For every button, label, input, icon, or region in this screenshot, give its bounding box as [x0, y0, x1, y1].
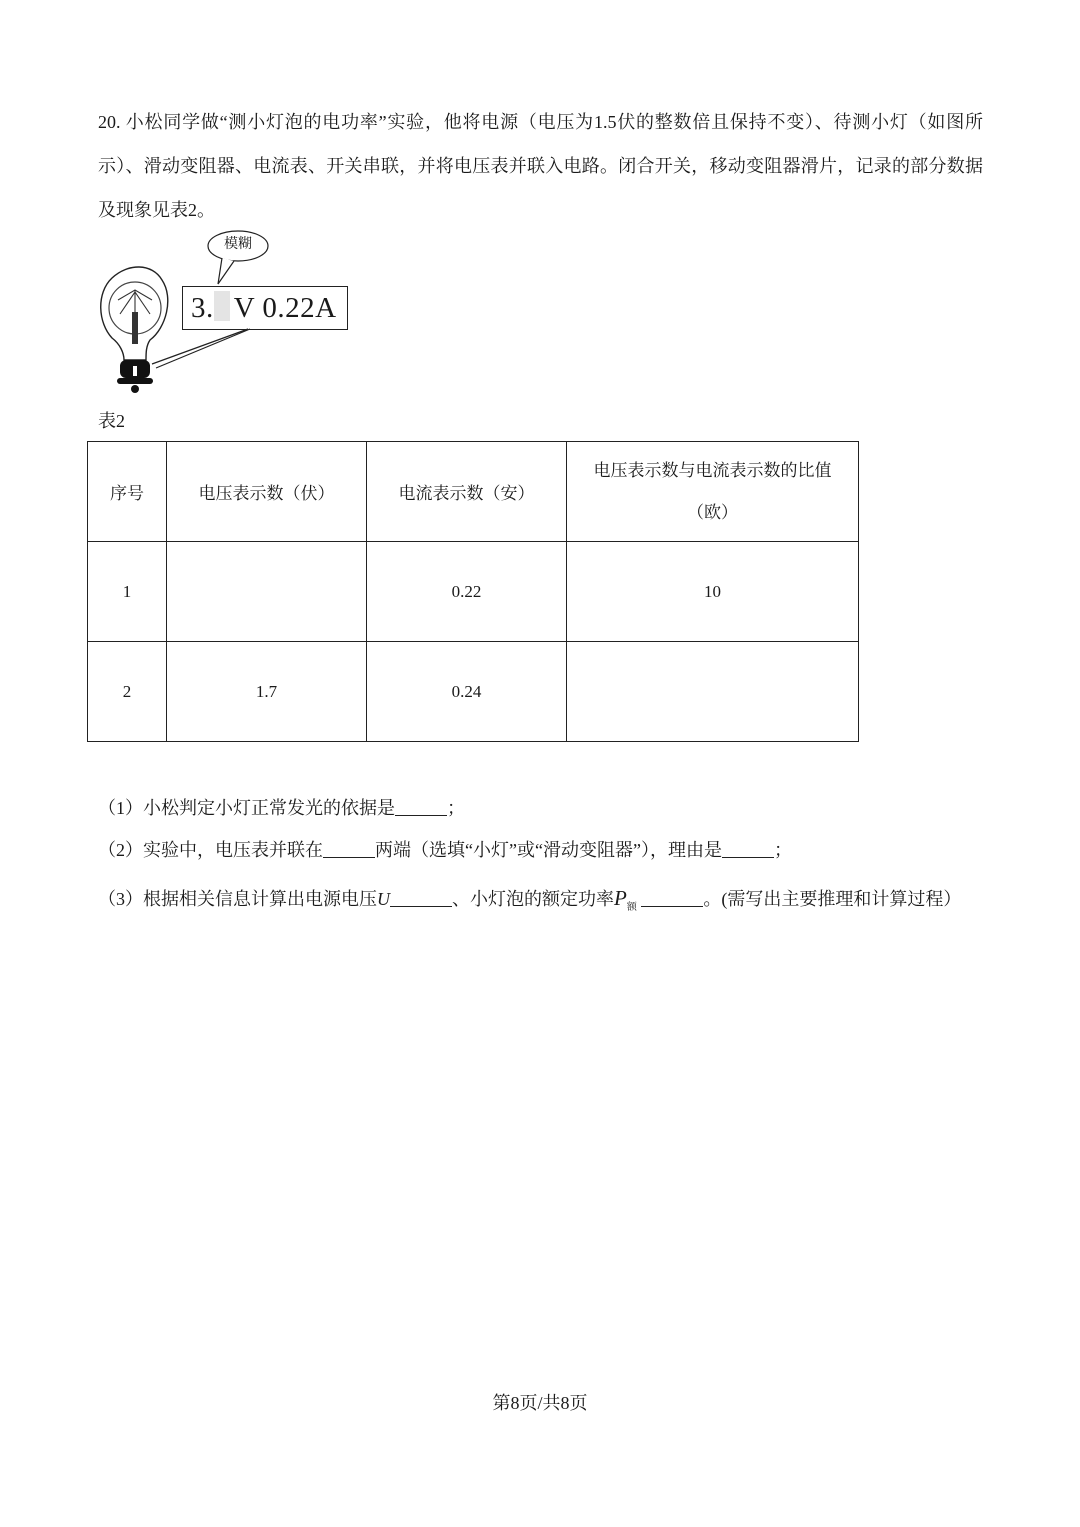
sub-question-1 [98, 786, 983, 830]
q2-text-a: （2）实验中，电压表并联在 [98, 840, 323, 860]
answer-blank[interactable] [722, 839, 774, 858]
bubble-label: 模糊 [224, 237, 252, 252]
table-header-row [88, 442, 859, 542]
table-row [88, 642, 859, 742]
q1-end: ； [447, 798, 465, 818]
rating-prefix: 3. [191, 292, 214, 324]
q2-text-b: 两端（选填“小灯”或“滑动变阻器”），理由是 [375, 840, 722, 860]
bulb-rating-label [182, 286, 348, 330]
answer-blank[interactable] [390, 888, 452, 907]
var-u: U [377, 889, 390, 909]
cell-index: 1 [88, 542, 167, 642]
header-ratio: 电压表示数与电流表示数的比值（欧） [567, 442, 859, 542]
cell-index: 2 [88, 642, 167, 742]
answer-blank[interactable] [641, 888, 703, 907]
data-table [87, 441, 859, 742]
var-p [614, 886, 637, 914]
cell-ratio: 10 [567, 542, 859, 642]
rating-suffix: V 0.22A [233, 292, 337, 324]
q2-end: ； [773, 840, 792, 860]
q3-text-a: （3）根据相关信息计算出电源电压 [98, 889, 377, 909]
header-voltage: 电压表示数（伏） [167, 442, 367, 542]
cell-current: 0.22 [367, 542, 567, 642]
leader-line [152, 329, 248, 364]
header-index: 序号 [88, 442, 167, 542]
q3-text-c: 。(需写出主要推理和计算过程） [703, 889, 962, 909]
cell-current: 0.24 [367, 642, 567, 742]
question-intro: 20. 小松同学做“测小灯泡的电功率”实验，他将电源（电压为1.5伏的整数倍且保持不变）、待测小灯（如图所示）、滑动变阻器、电流表、开关串联，并将电压表并联入电路。闭合开关，移动变阻器滑片，记录的部分数据及现象见表2。 [98, 112, 983, 220]
page-footer: 第8页/共8页 [492, 1393, 588, 1413]
q1-text: （1）小松判定小灯正常发光的依据是 [98, 798, 395, 818]
table-row [88, 542, 859, 642]
answer-blank[interactable] [395, 797, 447, 816]
header-current: 电流表示数（安） [367, 442, 567, 542]
cell-ratio [567, 642, 859, 742]
var-p-letter: P [614, 886, 627, 910]
answer-blank[interactable] [323, 839, 375, 858]
q3-text-b: 、小灯泡的额定功率 [452, 889, 614, 909]
blurred-digit [214, 291, 230, 321]
var-p-sub: 额 [626, 902, 637, 914]
sub-question-3 [98, 876, 983, 930]
sub-question-2 [98, 828, 983, 872]
cell-voltage: 1.7 [167, 642, 367, 742]
table-caption: 表2 [98, 411, 125, 431]
cell-voltage [167, 542, 367, 642]
